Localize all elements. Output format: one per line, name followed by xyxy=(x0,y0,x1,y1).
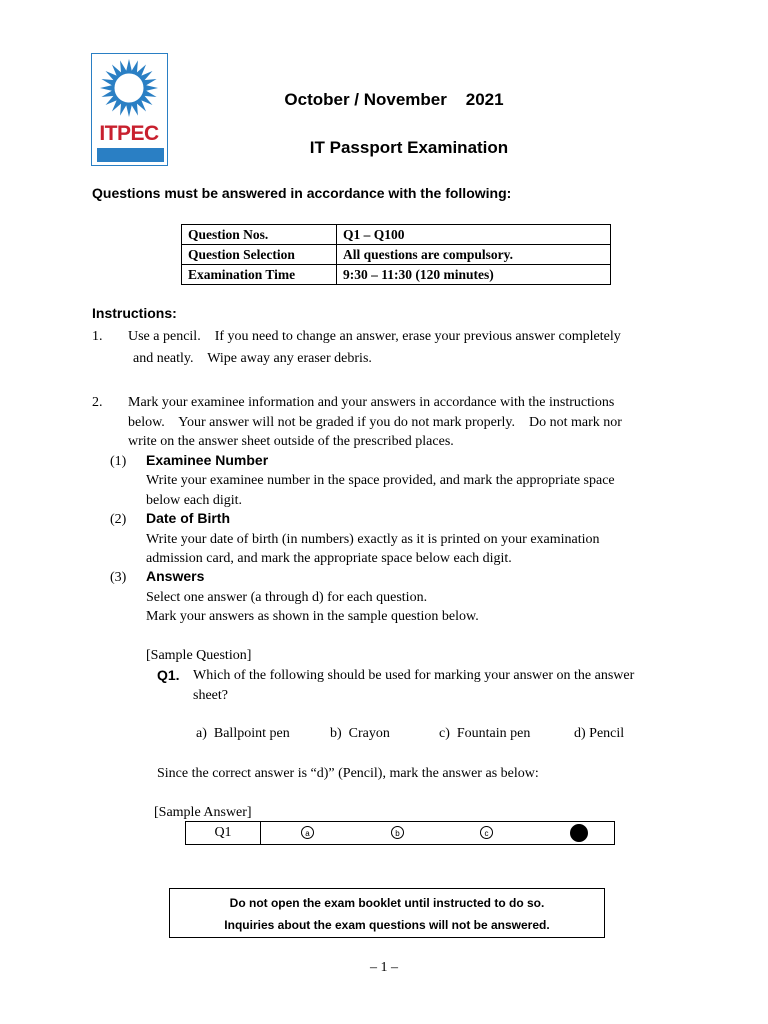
instruction-text: below. Your answer will not be graded if you do not mark properly. Do not mark nor xyxy=(128,415,622,430)
sub-item-number: (2) xyxy=(110,512,127,527)
instruction-text: Mark your examinee information and your answers in accordance with the instructions xyxy=(128,395,615,410)
item-number: 2. xyxy=(92,395,103,410)
logo-wordmark: ITPEC xyxy=(99,122,159,145)
sample-question-label: [Sample Question] xyxy=(146,648,252,663)
instruction-text: and neatly. Wipe away any eraser debris. xyxy=(133,351,372,366)
option-b: b) Crayon xyxy=(330,726,390,741)
sample-answer-label: [Sample Answer] xyxy=(154,805,252,820)
sun-emblem-icon xyxy=(92,54,166,122)
bubble-a: a xyxy=(301,826,314,839)
bubble-c: c xyxy=(480,826,493,839)
sub-item-text: Write your date of birth (in numbers) exactly as it is printed on your examination xyxy=(146,532,600,547)
table-row xyxy=(186,822,615,845)
sample-answer-table xyxy=(185,821,615,845)
answer-question-cell: Q1 xyxy=(186,822,261,845)
sub-item-text: admission card, and mark the appropriate space below each digit. xyxy=(146,551,512,566)
sub-item-heading: Answers xyxy=(146,568,205,584)
sub-item-text: Write your examinee number in the space provided, and mark the appropriate space xyxy=(146,473,615,488)
bubble-d-filled xyxy=(570,824,588,842)
option-c: c) Fountain pen xyxy=(439,726,531,741)
notice-box xyxy=(169,888,605,938)
sample-question-text: Which of the following should be used for marking your answer on the answer xyxy=(193,668,635,683)
sample-question-number: Q1. xyxy=(157,667,180,683)
sub-item-text: Mark your answers as shown in the sample question below. xyxy=(146,609,479,624)
sub-item-number: (3) xyxy=(110,570,127,585)
exam-title: IT Passport Examination xyxy=(309,138,509,157)
info-value: All questions are compulsory. xyxy=(337,245,611,265)
sub-item-text: below each digit. xyxy=(146,493,243,508)
info-label: Question Nos. xyxy=(182,225,337,245)
info-value: Q1 – Q100 xyxy=(337,225,611,245)
table-row xyxy=(182,225,611,245)
exam-date: October / November 2021 xyxy=(284,90,504,109)
instruction-text: Use a pencil. If you need to change an answer, erase your previous answer completely xyxy=(128,329,621,344)
instructions-heading: Instructions: xyxy=(92,305,177,321)
page-number: – 1 – xyxy=(370,960,398,975)
sample-explanation: Since the correct answer is “d)” (Pencil), mark the answer as below: xyxy=(157,766,539,781)
lead-text: Questions must be answered in accordance with the following: xyxy=(92,185,512,201)
answer-choices-cell xyxy=(261,822,615,845)
instruction-text: write on the answer sheet outside of the prescribed places. xyxy=(128,434,454,449)
sub-item-text: Select one answer (a through d) for each question. xyxy=(146,590,428,605)
info-label: Examination Time xyxy=(182,265,337,285)
info-value: 9:30 – 11:30 (120 minutes) xyxy=(337,265,611,285)
sub-item-heading: Date of Birth xyxy=(146,510,230,526)
table-row xyxy=(182,265,611,285)
option-a: a) Ballpoint pen xyxy=(196,726,290,741)
sub-item-number: (1) xyxy=(110,454,127,469)
notice-line: Inquiries about the exam questions will not be answered. xyxy=(224,918,550,932)
sub-item-heading: Examinee Number xyxy=(146,452,269,468)
item-number: 1. xyxy=(92,329,103,344)
option-d: d) Pencil xyxy=(574,726,625,741)
table-row xyxy=(182,245,611,265)
info-label: Question Selection xyxy=(182,245,337,265)
notice-line: Do not open the exam booklet until instructed to do so. xyxy=(229,896,545,910)
sample-question-text: sheet? xyxy=(193,688,228,703)
bubble-b: b xyxy=(391,826,404,839)
exam-info-table xyxy=(181,224,611,285)
